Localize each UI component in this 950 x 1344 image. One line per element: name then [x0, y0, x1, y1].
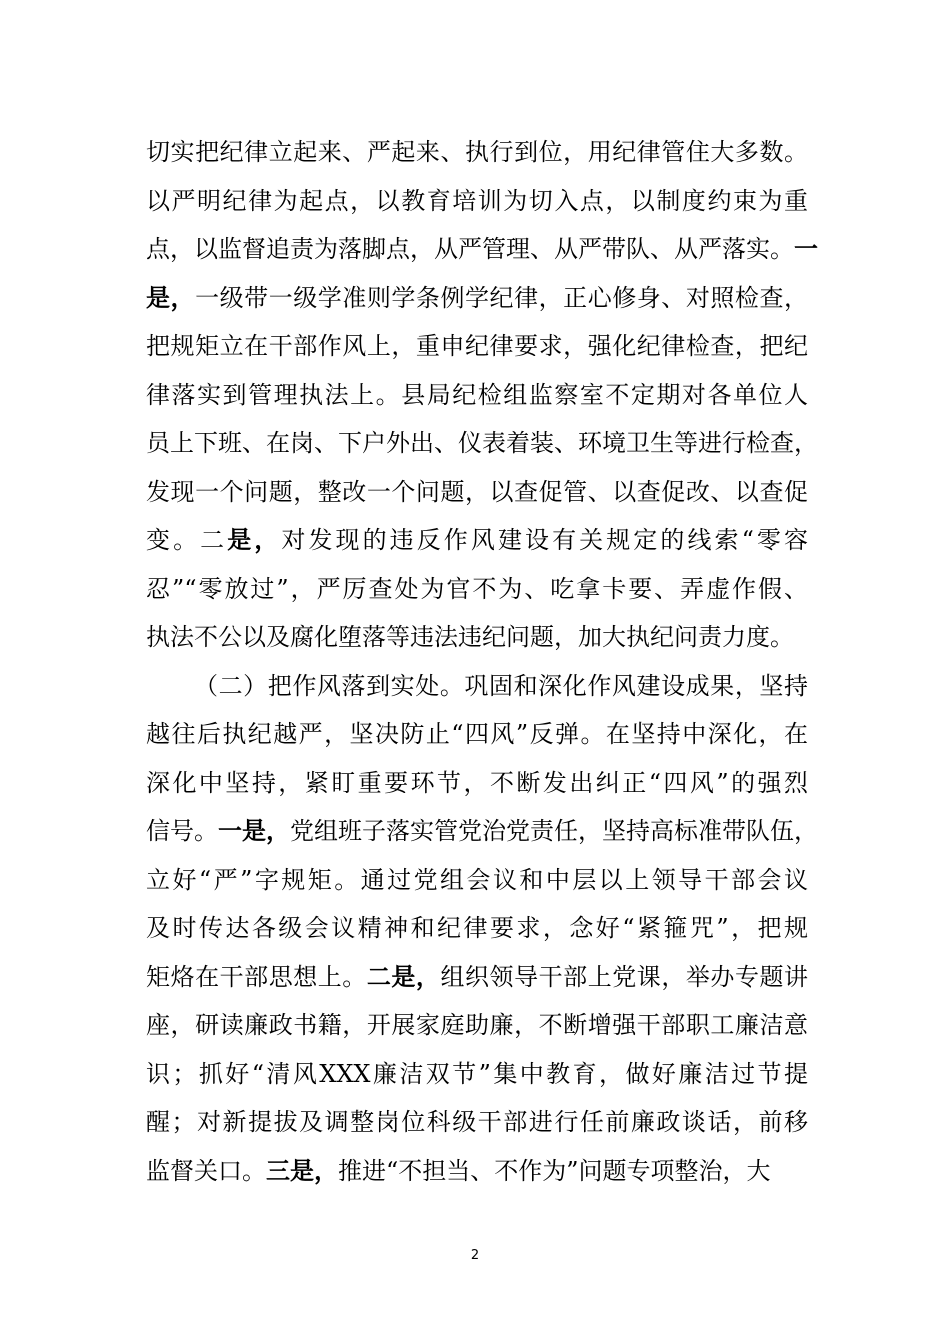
- text-run: 变。二: [146, 526, 228, 554]
- text-line: [146, 1001, 808, 1050]
- text-line: [146, 128, 808, 177]
- text-line: [146, 953, 808, 1002]
- text-run: 把规矩立在干部作风上，重申纪律要求，强化纪律检查，把纪: [146, 332, 808, 360]
- text-line: [146, 274, 808, 323]
- bold-text-run: 二是，: [366, 961, 441, 991]
- text-run: 一级带一级学准则学条例学纪律，正心修身、对照检查，: [195, 283, 808, 312]
- text-run: （二）把作风落到实处。巩固和深化作风建设成果，坚持: [194, 671, 808, 700]
- text-run: 识；抓好“清风XXX廉洁双节”集中教育，做好廉洁过节提: [146, 1059, 808, 1088]
- body-text: [146, 128, 818, 1195]
- text-line: [146, 371, 808, 420]
- bold-text-run: 三是，: [266, 1155, 338, 1185]
- text-run: 律落实到管理执法上。县局纪检组监察室不定期对各单位人: [146, 380, 808, 409]
- text-line: [146, 904, 808, 953]
- text-run: 员上下班、在岗、下户外出、仪表着装、环境卫生等进行检查，: [146, 429, 818, 457]
- bold-text-run: 一是，: [218, 816, 290, 845]
- text-line: [146, 177, 808, 226]
- text-line: [146, 516, 808, 565]
- bold-text-run: 是，: [227, 525, 282, 554]
- text-run: 矩烙在干部思想上。: [146, 962, 367, 991]
- text-run: 推进“不担当、不作为”问题专项整治，大: [338, 1156, 771, 1185]
- text-line: [146, 1050, 808, 1099]
- bold-text-run: 一: [794, 234, 818, 263]
- text-line: [146, 322, 808, 371]
- text-run: 深化中坚持，紧盯重要环节，不断发出纠正“四风”的强烈: [146, 768, 808, 797]
- bold-text-run: 是，: [146, 282, 196, 312]
- text-line: [146, 613, 808, 662]
- text-run: 切实把纪律立起来、严起来、执行到位，用纪律管住大多数。: [146, 138, 808, 166]
- page-number: 2: [470, 1248, 480, 1263]
- text-run: 监督关口。: [146, 1156, 266, 1185]
- text-run: 发现一个问题，整改一个问题，以查促管、以查促改、以查促: [146, 477, 808, 506]
- text-run: 立好“严”字规矩。通过党组会议和中层以上领导干部会议: [146, 865, 808, 894]
- text-run: 及时传达各级会议精神和纪律要求，念好“紧箍咒”，把规: [146, 914, 808, 942]
- text-run: 醒；对新提拔及调整岗位科级干部进行任前廉政谈话，前移: [146, 1108, 808, 1136]
- text-run: 执法不公以及腐化堕落等违法违纪问题，加大执纪问责力度。: [146, 623, 794, 651]
- text-line: [146, 807, 818, 856]
- text-run: 忍”“零放过”，严厉查处为官不为、吃拿卡要、弄虚作假、: [146, 574, 808, 603]
- text-line: [146, 225, 818, 274]
- text-line: [146, 565, 808, 614]
- text-run: 座，研读廉政书籍，开展家庭助廉，不断增强干部职工廉洁意: [146, 1011, 808, 1039]
- text-line: [146, 419, 818, 468]
- text-run: 组织领导干部上党课，举办专题讲: [440, 962, 809, 991]
- text-run: 党组班子落实管党治党责任，坚持高标准带队伍，: [290, 817, 818, 845]
- text-line: [146, 1147, 808, 1196]
- text-run: 信号。: [146, 817, 218, 845]
- text-line: [146, 856, 808, 905]
- text-run: 越往后执纪越严，坚决防止“四风”反弹。在坚持中深化，在: [146, 720, 808, 748]
- text-run: 点，以监督追责为落脚点，从严管理、从严带队、从严落实。: [146, 235, 794, 263]
- text-run: 对发现的违反作风建设有关规定的线索“零容: [281, 526, 809, 554]
- text-line: [146, 759, 808, 808]
- text-run: 以严明纪律为起点，以教育培训为切入点，以制度约束为重: [146, 186, 808, 215]
- text-line: [146, 1098, 808, 1147]
- text-line: [146, 710, 808, 759]
- text-line: [146, 468, 808, 517]
- text-line: [146, 662, 808, 711]
